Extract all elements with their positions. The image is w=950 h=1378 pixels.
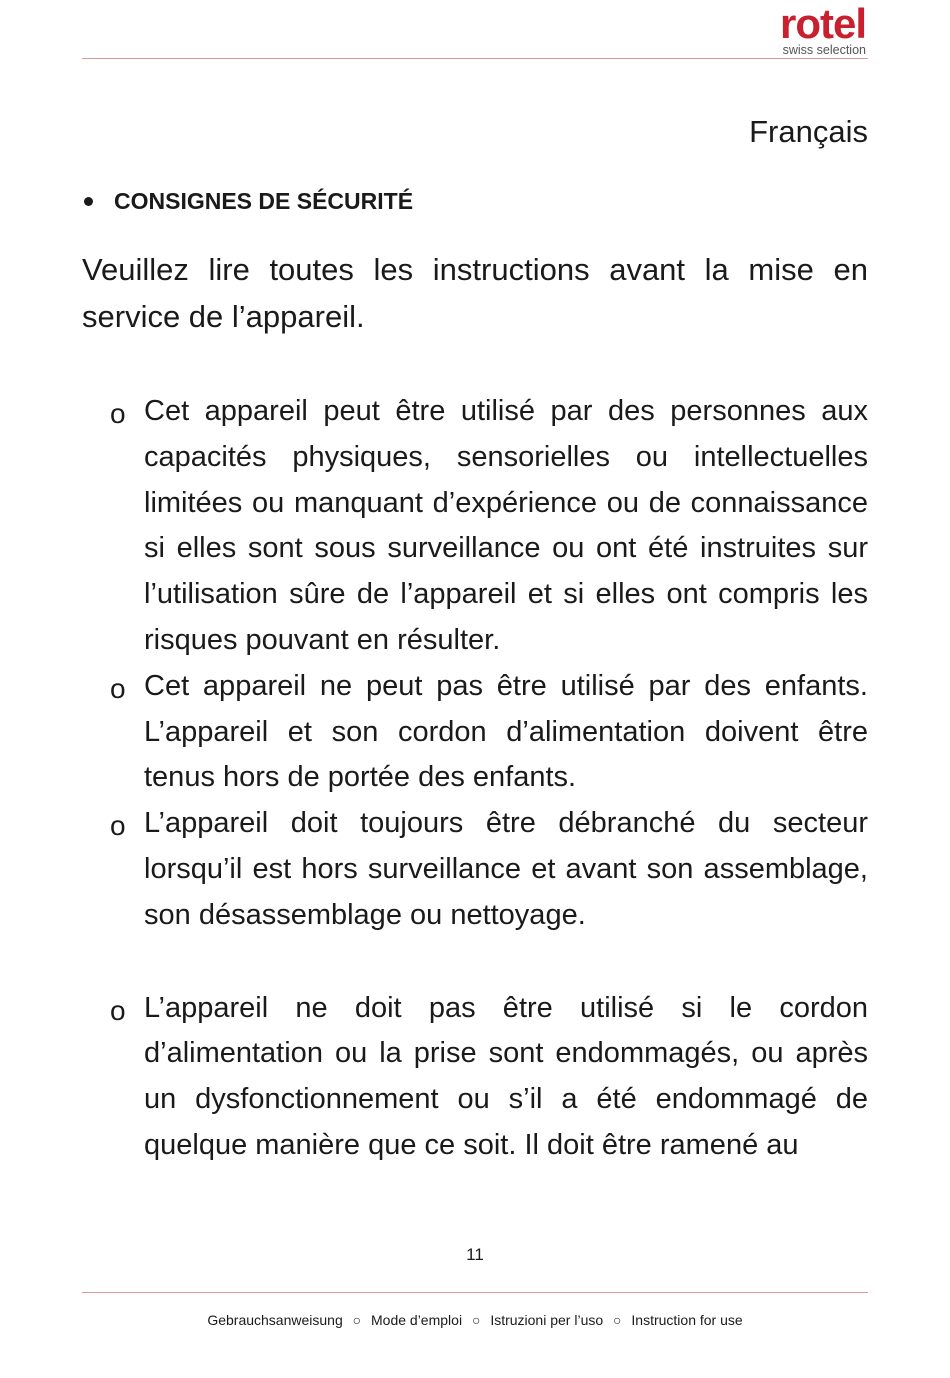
section-heading	[82, 188, 413, 215]
footer-item-fr: Mode d’emploi	[371, 1312, 463, 1328]
footer-separator: ○	[352, 1312, 362, 1328]
list-item-text: L’appareil doit toujours être débranché du secteur lorsqu’il est hors surveillance et avant son assemblage, son désassemblage ou nettoyage.	[144, 807, 868, 931]
footer-separator: ○	[613, 1312, 622, 1328]
list-item-text: Cet appareil ne peut pas être utilisé par des enfants. L’appareil et son cordon d’alimentation doivent être tenus hors de portée des enfants.	[144, 669, 868, 794]
rotel-logo	[718, 4, 868, 58]
circle-bullet-icon: o	[110, 398, 126, 429]
logo-tagline: swiss selection	[782, 43, 866, 57]
safety-list	[108, 389, 868, 1169]
footer-item-it: Istruzioni per l’uso	[490, 1312, 604, 1328]
circle-bullet-icon: o	[110, 672, 126, 704]
list-item	[108, 986, 868, 1169]
footer-item-de: Gebrauchsanweisung	[207, 1312, 343, 1328]
list-item	[108, 801, 868, 938]
footer-separator: ○	[471, 1312, 481, 1328]
list-item	[108, 664, 868, 801]
logo-wordmark: rotel	[779, 4, 866, 47]
circle-bullet-icon: o	[110, 994, 126, 1026]
language-label: Français	[749, 114, 868, 149]
bullet-icon	[84, 197, 93, 206]
footer	[0, 1312, 950, 1328]
list-item-text: L’appareil ne doit pas être utilisé si le cordon d’alimentation ou la prise sont endommagés, ou après un dysfonctionnement ou s’il a été endommagé de quelque manière que ce soit. Il doit être ramené au	[144, 991, 868, 1161]
list-item-text: Cet appareil peut être utilisé par des personnes aux capacités physiques, sensorielles ou intellectuelles limitées ou manquant d’expérience ou de connaissance si elles sont sous surveillance ou ont été instruites sur l’utilisation sûre de l’appareil et si elles ont compris les risques pouvant en résulter.	[144, 395, 868, 656]
section-title: CONSIGNES DE SÉCURITÉ	[114, 188, 414, 214]
circle-bullet-icon: o	[110, 810, 126, 842]
page-number: 11	[466, 1245, 484, 1264]
footer-divider	[82, 1292, 868, 1293]
list-item	[108, 389, 868, 664]
header-divider	[82, 58, 868, 59]
intro-paragraph: Veuillez lire toutes les instructions avant la mise en service de l’appareil.	[82, 252, 868, 334]
footer-item-en: Instruction for use	[631, 1312, 743, 1328]
